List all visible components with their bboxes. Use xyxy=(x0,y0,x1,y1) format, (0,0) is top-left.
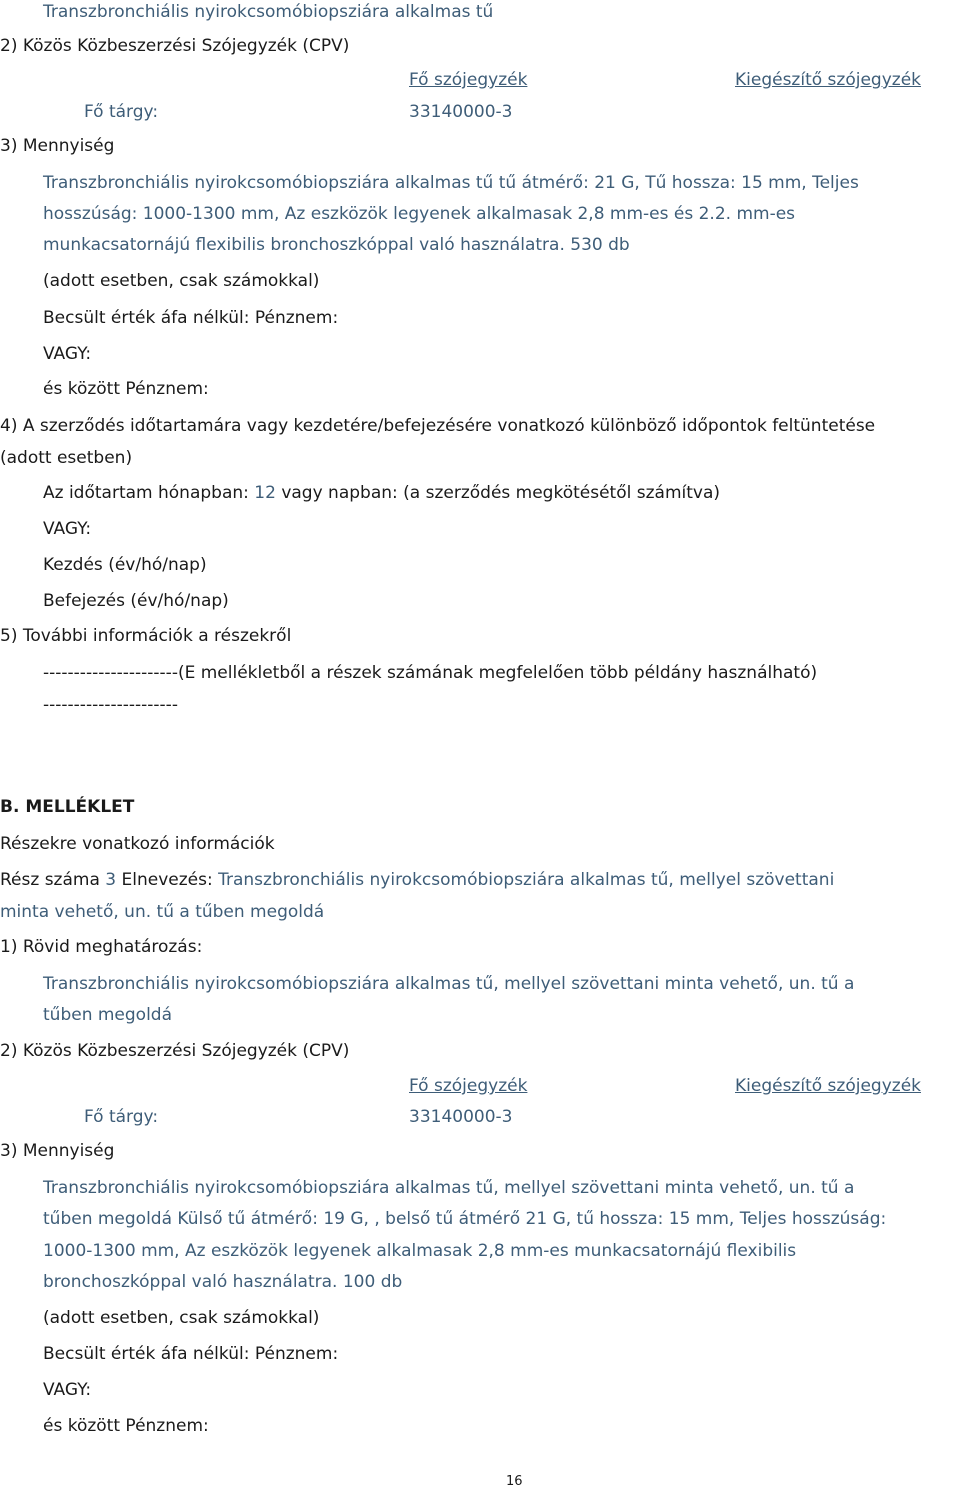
cpv-supplementary-vocabulary-link[interactable]: Kiegészítő szójegyzék xyxy=(735,70,921,90)
between-label: és között Pénznem: xyxy=(43,379,209,399)
duration-prefix: Az időtartam hónapban: xyxy=(43,483,249,503)
part-name-cont: minta vehető, un. tű a tűben megoldá xyxy=(0,902,325,922)
page-number: 16 xyxy=(506,1474,523,1489)
cpv-heading: 2) Közös Közbeszerzési Szójegyzék (CPV) xyxy=(0,36,350,56)
estimated-value-label: Becsült érték áfa nélkül: Pénznem: xyxy=(43,308,339,328)
quantity-text-line: tűben megoldá Külső tű átmérő: 19 G, , belső tű átmérő 21 G, tű hossza: 15 mm, Teljes hosszúság: xyxy=(43,1209,887,1229)
part-name-label: Elnevezés: xyxy=(121,870,213,890)
duration-suffix: vagy napban: (a szerződés megkötésétől számítva) xyxy=(281,483,721,503)
cpv-heading: 2) Közös Közbeszerzési Szójegyzék (CPV) xyxy=(0,1041,350,1061)
annex-subtitle: Részekre vonatkozó információk xyxy=(0,834,275,854)
part-name: Transzbronchiális nyirokcsomóbiopsziára alkalmas tű, mellyel szövettani xyxy=(218,870,835,890)
quantity-text-line: Transzbronchiális nyirokcsomóbiopsziára alkalmas tű tű átmérő: 21 G, Tű hossza: 15 mm, Teljes xyxy=(43,173,859,193)
or-label: VAGY: xyxy=(43,519,92,539)
quantity-heading: 3) Mennyiség xyxy=(0,1141,115,1161)
quantity-text-line: 1000-1300 mm, Az eszközök legyenek alkalmasak 2,8 mm-es munkacsatornájú flexibilis xyxy=(43,1241,797,1261)
short-description-heading: 1) Rövid meghatározás: xyxy=(0,937,203,957)
quantity-text-line: munkacsatornájú flexibilis bronchoszkóppal való használatra. 530 db xyxy=(43,235,630,255)
quantity-note: (adott esetben, csak számokkal) xyxy=(43,1308,320,1328)
annex-title: B. MELLÉKLET xyxy=(0,797,135,817)
end-date-label: Befejezés (év/hó/nap) xyxy=(43,591,229,611)
short-description-line: Transzbronchiális nyirokcsomóbiopsziára alkalmas tű, mellyel szövettani minta vehető, un. tű a xyxy=(43,974,855,994)
quantity-text-line: hosszúság: 1000-1300 mm, Az eszközök legyenek alkalmasak 2,8 mm-es és 2.2. mm-es xyxy=(43,204,796,224)
duration-heading-cont: (adott esetben) xyxy=(0,448,133,468)
duration-line xyxy=(43,482,720,504)
annex-copies-note: ----------------------(E mellékletből a részek számának megfelelően több példány használható) xyxy=(43,663,818,683)
cpv-main-subject-label: Fő tárgy: xyxy=(84,1107,159,1127)
start-date-label: Kezdés (év/hó/nap) xyxy=(43,555,207,575)
cpv-code: 33140000-3 xyxy=(409,102,513,122)
part-number-label: Rész száma xyxy=(0,870,100,890)
quantity-heading: 3) Mennyiség xyxy=(0,136,115,156)
quantity-note: (adott esetben, csak számokkal) xyxy=(43,271,320,291)
part-name-line xyxy=(0,869,834,891)
cpv-code: 33140000-3 xyxy=(409,1107,513,1127)
parts-info-heading: 5) További információk a részekről xyxy=(0,626,292,646)
short-description-line: tűben megoldá xyxy=(43,1005,173,1025)
or-label: VAGY: xyxy=(43,1380,92,1400)
quantity-text-line: bronchoszkóppal való használatra. 100 db xyxy=(43,1272,403,1292)
estimated-value-label: Becsült érték áfa nélkül: Pénznem: xyxy=(43,1344,339,1364)
between-label: és között Pénznem: xyxy=(43,1416,209,1436)
cpv-main-vocabulary-link[interactable]: Fő szójegyzék xyxy=(409,1076,528,1096)
cpv-supplementary-vocabulary-link[interactable]: Kiegészítő szójegyzék xyxy=(735,1076,921,1096)
dashed-separator: ---------------------- xyxy=(43,695,178,715)
part-number: 3 xyxy=(105,870,117,890)
cpv-main-vocabulary-link[interactable]: Fő szójegyzék xyxy=(409,70,528,90)
duration-months: 12 xyxy=(254,483,276,503)
duration-heading: 4) A szerződés időtartamára vagy kezdetére/befejezésére vonatkozó különböző időpontok feltüntetése xyxy=(0,416,876,436)
cpv-main-subject-label: Fő tárgy: xyxy=(84,102,159,122)
quantity-text-line: Transzbronchiális nyirokcsomóbiopsziára alkalmas tű, mellyel szövettani minta vehető, un. tű a xyxy=(43,1178,855,1198)
or-label: VAGY: xyxy=(43,344,92,364)
part-title-line: Transzbronchiális nyirokcsomóbiopsziára alkalmas tű xyxy=(43,2,494,22)
